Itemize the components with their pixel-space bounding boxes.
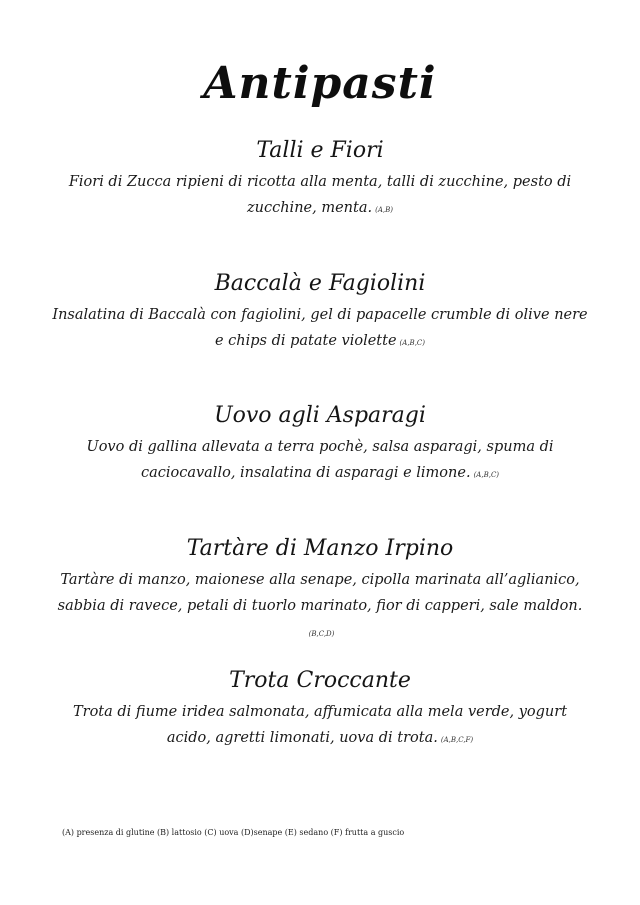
dish-description-text: Fiori di Zucca ripieni di ricotta alla menta, talli di zucchine, pesto di zucchine, menta. — [68, 174, 572, 216]
allergen-codes: (A,B) — [375, 206, 393, 214]
menu-title: Antipasti — [203, 58, 437, 109]
dish-item — [52, 535, 588, 647]
dish-description — [52, 169, 588, 223]
allergen-codes: (A,B,C,F) — [440, 736, 474, 744]
dish-item — [52, 270, 588, 356]
dish-description-text: Tartàre di manzo, maionese alla senape, cipolla marinata all’aglianico, sabbia di ravece, petali di tuorlo marinato, fior di capperi, sale maldon. — [57, 572, 583, 614]
dish-description — [52, 567, 588, 647]
allergen-codes: (A,B,C) — [399, 339, 426, 347]
dish-item — [52, 667, 588, 753]
dish-item — [52, 137, 588, 223]
dish-description — [52, 699, 588, 753]
dish-name: Talli e Fiori — [256, 138, 384, 163]
dish-name: Baccalà e Fagiolini — [214, 271, 426, 296]
dish-name: Uovo agli Asparagi — [214, 403, 426, 428]
dish-description-text: Insalatina di Baccalà con fagiolini, gel di papacelle crumble di olive nere e chips di patate violette — [52, 307, 588, 349]
dish-item — [52, 402, 588, 488]
dish-description-text: Uovo di gallina allevata a terra pochè, salsa asparagi, spuma di caciocavallo, insalatina di asparagi e limone. — [86, 439, 554, 481]
allergen-codes: (A,B,C) — [473, 471, 500, 479]
allergen-codes: (B,C,D) — [308, 630, 335, 638]
dish-description — [52, 302, 588, 356]
allergen-legend: (A) presenza di glutine (B) lattosio (C) uova (D)senape (E) sedano (F) frutta a guscio — [62, 828, 405, 837]
dish-name: Tartàre di Manzo Irpino — [186, 536, 454, 561]
dish-description — [52, 434, 588, 488]
dish-name: Trota Croccante — [229, 668, 411, 693]
dish-description-text: Trota di fiume iridea salmonata, affumicata alla mela verde, yogurt acido, agretti limonati, uova di trota. — [72, 704, 568, 746]
